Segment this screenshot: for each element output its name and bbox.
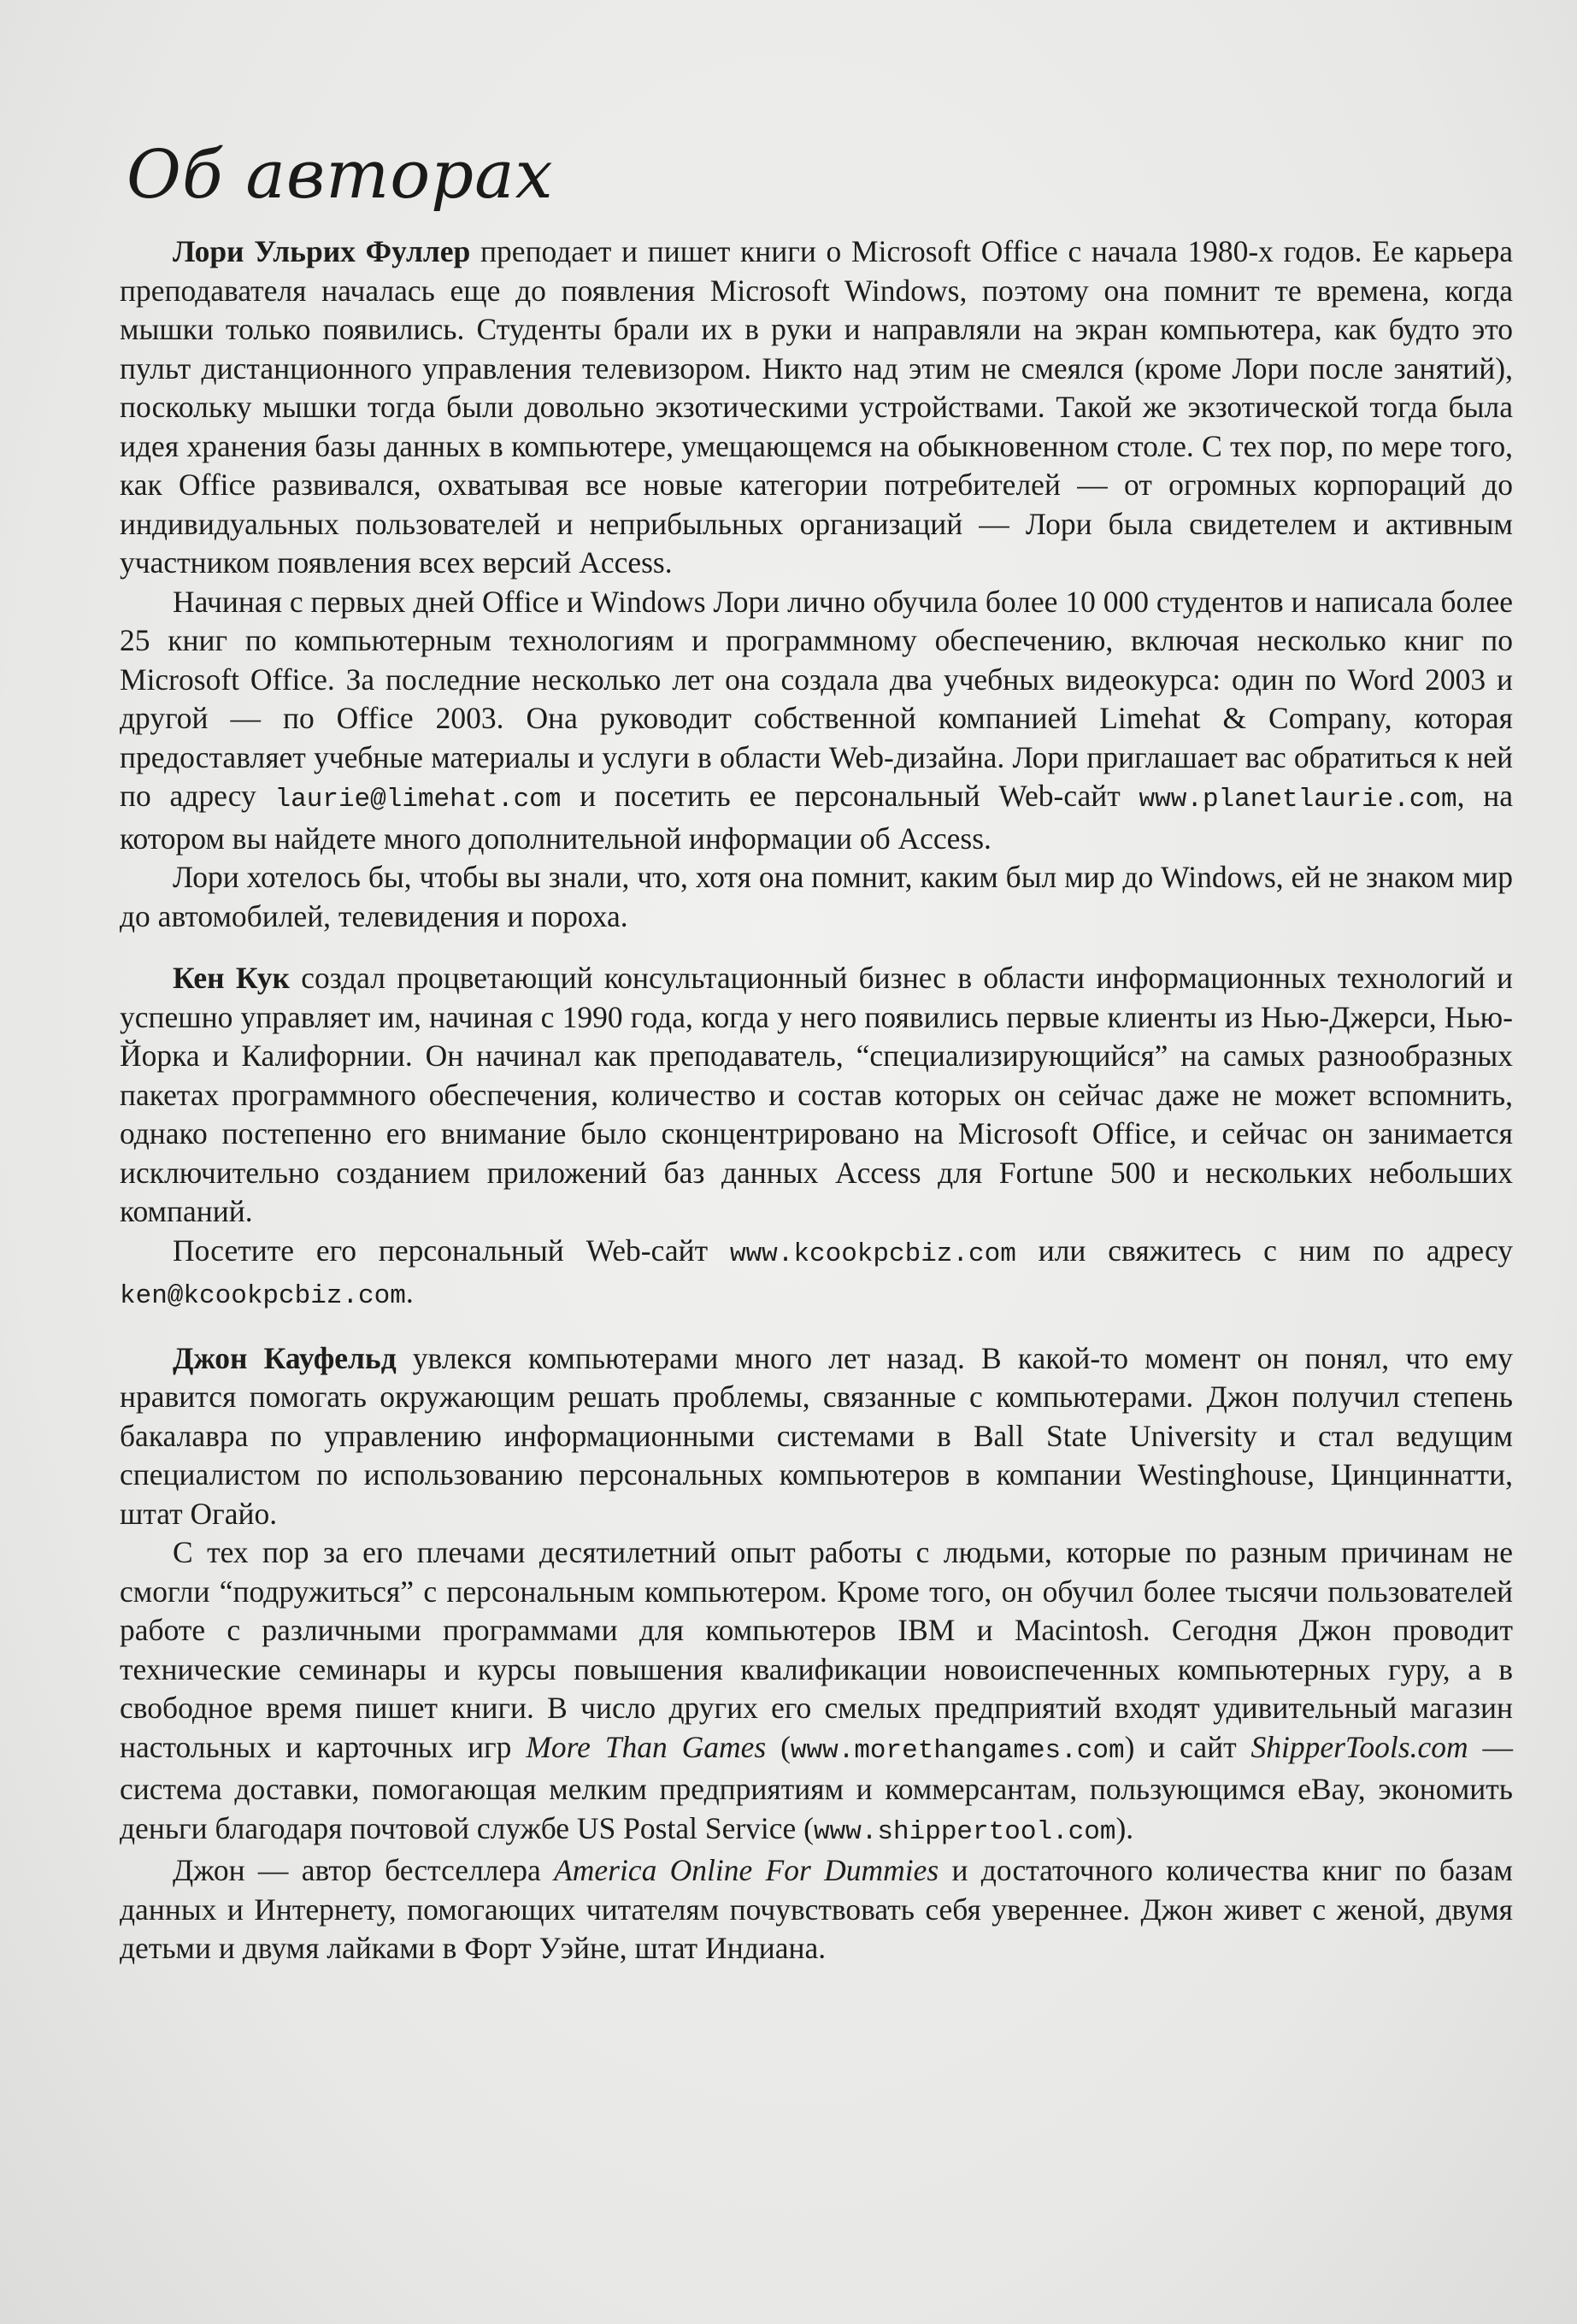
author2-p2-text-b: или свяжитесь с ним по адресу — [1015, 1233, 1513, 1268]
author3-p2-text-c: ) и сайт — [1124, 1729, 1251, 1764]
store-website: www.morethangames.com — [790, 1735, 1125, 1766]
author3-p2-text-a: С тех пор за его плечами десятилетний опыт работы с людьми, которые по разным причинам не смогли “подружиться” с персональным компьютером. Кроме того, он обучил более тысячи пользователей работе с различными программами для компьютеров IBM и Macintosh. Сегодня Джон проводит технические семинары и курсы повышения квалификации новоиспеченных компьютерных гуру, а в свободное время пишет книги. В число других его смелых предприятий входят удивительный магазин настольных и карточных игр — [120, 1535, 1513, 1764]
author1-bio-text: преподает и пишет книги о Microsoft Office с начала 1980-х годов. Ее карьера преподавателя началась еще до появления Microsoft Windows, поэтому она помнит те времена, когда мышки только появились. Студенты брали их в руки и направляли на экран компьютера, как будто это пульт дистанционного управления телевизором. Никто над этим не смеялся (кроме Лори после занятий), поскольку мышки тогда были довольно экзотическими устройствами. Такой же экзотической тогда была идея хранения базы данных в компьютере, умещающемся на обыкновенном столе. С тех пор, по мере того, как Office развивался, охватывая все новые категории потребителей — от огромных корпораций до индивидуальных пользователей и неприбыльных организаций — Лори была свидетелем и активным участником появления всех версий Access. — [120, 234, 1513, 580]
book-title: America Online For Dummies — [554, 1853, 939, 1887]
author2-paragraph-1 — [120, 959, 1513, 1232]
author3-p3-text-a: Джон — автор бестселлера — [173, 1853, 555, 1887]
author3-name: Джон Кауфельд — [173, 1340, 397, 1375]
author2-p2-text-c: . — [405, 1275, 414, 1309]
author1-p2-text-a: Начиная с первых дней Office и Windows Лори лично обучила более 10 000 студентов и написала более 25 книг по компьютерным технологиям и программному обеспечению, включая несколько книг по Microsoft Office. За последние несколько лет она создала два учебных видеокурса: один по Word 2003 и другой — по Office 2003. Она руководит собственной компанией Limehat & Company, которая предоставляет учебные материалы и услуги в области Web-дизайна. Лори приглашает вас обратиться к ней по адресу — [120, 584, 1513, 813]
author1-p2-text-c: , на котором вы найдете много дополнительной информации об Access. — [120, 779, 1513, 856]
page-title: Об авторах — [127, 137, 554, 214]
shipper-website: www.shippertool.com — [814, 1816, 1116, 1847]
author2-p2-text-a: Посетите его персональный Web-сайт — [173, 1233, 730, 1268]
author2-name: Кен Кук — [173, 961, 290, 995]
author1-email: laurie@limehat.com — [274, 785, 562, 815]
shipper-name: ShipperTools.com — [1250, 1729, 1468, 1764]
author1-paragraph-1 — [120, 232, 1513, 583]
section-gap — [120, 936, 1513, 959]
author1-paragraph-2 — [120, 583, 1513, 859]
author1-paragraph-3: Лори хотелось бы, чтобы вы знали, что, хотя она помнит, каким был мир до Windows, ей не знаком мир до автомобилей, телевидения и пороха. — [120, 860, 1513, 933]
author1-name: Лори Ульрих Фуллер — [173, 234, 471, 268]
author3-p3-text-b: и достаточного количества книг по базам данных и Интернету, помогающих читателям почувствовать себя увереннее. Джон живет с женой, двумя детьми и двумя лайками в Форт Уэйне, штат Индиана. — [120, 1853, 1513, 1965]
author3-paragraph-3 — [120, 1851, 1513, 1968]
section-gap — [120, 1316, 1513, 1339]
author2-website: www.kcookpcbiz.com — [729, 1238, 1016, 1269]
author1-p2-text-b: и посетить ее персональный Web-сайт — [561, 779, 1139, 813]
author3-paragraph-1 — [120, 1339, 1513, 1534]
author3-p2-text-e: ). — [1115, 1810, 1134, 1845]
author2-email: ken@kcookpcbiz.com — [120, 1281, 406, 1311]
page-content — [120, 137, 1513, 1968]
author2-paragraph-2 — [120, 1232, 1513, 1316]
author3-paragraph-2 — [120, 1533, 1513, 1851]
author3-bio-text: увлекся компьютерами много лет назад. В какой-то момент он понял, что ему нравится помогать окружающим решать проблемы, связанные с компьютерами. Джон получил степень бакалавра по управлению информационными системами в Ball State University и стал ведущим специалистом по использованию персональных компьютеров в компании Westinghouse, Цинциннатти, штат Огайо. — [120, 1340, 1513, 1531]
store-name: More Than Games — [526, 1729, 767, 1764]
author3-p2-text-b: ( — [766, 1729, 791, 1764]
author2-bio-text: создал процветающий консультационный бизнес в области информационных технологий и успешно управляет им, начиная с 1990 года, когда у него появились первые клиенты из Нью-Джерси, Нью-Йорка и Калифорнии. Он начинал как преподаватель, “специализирующийся” на самых разнообразных пакетах программного обеспечения, количество и состав которых он сейчас даже не может вспомнить, однако постепенно его внимание было сконцентрировано на Microsoft Office, и сейчас он занимается исключительно созданием приложений баз данных Access для Fortune 500 и нескольких небольших компаний. — [120, 961, 1513, 1228]
author3-p2-text-d: — система доставки, помогающая мелким предприятиям и коммерсантам, пользующимся eBay, экономить деньги благодаря почтовой службе US Postal Service ( — [120, 1729, 1514, 1845]
author1-website: www.planetlaurie.com — [1139, 785, 1457, 815]
